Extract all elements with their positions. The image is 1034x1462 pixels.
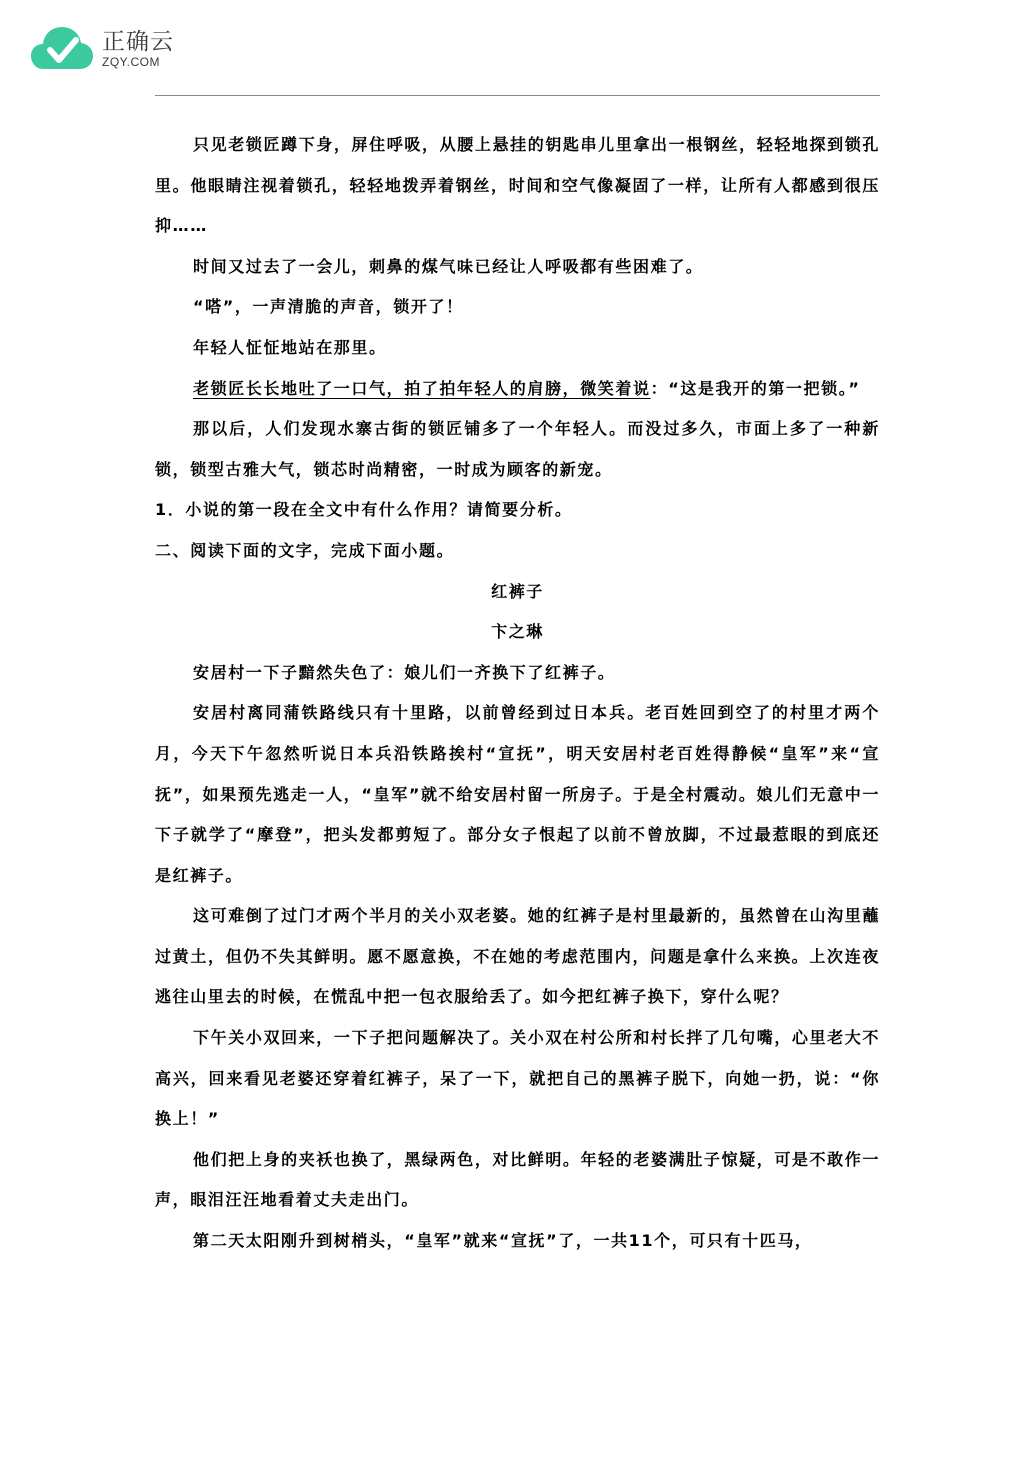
header-divider [155,95,880,96]
paragraph: 他们把上身的夹袄也换了，黑绿两色，对比鲜明。年轻的老婆满肚子惊疑，可是不敢作一声，眼泪汪汪地看着丈夫走出门。 [155,1149,880,1210]
underlined-sentence: 老锁匠长长地吐了一口气，拍了拍年轻人的肩膀，微笑着说 [193,378,651,398]
paragraph: 那以后，人们发现水寨古街的锁匠铺多了一个年轻人。而没过多久，市面上多了一种新锁，锁型古雅大气，锁芯时尚精密，一时成为顾客的新宠。 [155,419,880,479]
site-header [30,22,174,76]
paragraph [155,369,880,410]
quote-text: ：“这是我开的第一把锁。” [650,378,861,398]
document-body [155,125,880,1262]
paragraph: 第二天太阳刚升到树梢头，“皇军”就来“宣抚”了，一共11个，可只有十匹马， [193,1231,813,1251]
paragraph: 年轻人怔怔地站在那里。 [193,337,387,357]
section-heading: 二、阅读下面的文字，完成下面小题。 [155,540,455,560]
paragraph: 这可难倒了过门才两个半月的关小双老婆。她的红裤子是村里最新的，虽然曾在山沟里蘸过黄土，但仍不失其鲜明。愿不愿意换，不在她的考虑范围内，问题是拿什么来换。上次连夜逃往山里去的时候，在慌乱中把一包衣服给丢了。如今把红裤子换下，穿什么呢？ [155,906,880,1007]
paragraph: 只见老锁匠蹲下身，屏住呼吸，从腰上悬挂的钥匙串儿里拿出一根钢丝，轻轻地探到锁孔里。他眼睛注视着锁孔，轻轻地拨弄着钢丝，时间和空气像凝固了一样，让所有人都感到很压抑…… [155,135,880,236]
story-title: 红裤子 [491,581,544,601]
paragraph: 安居村离同蒲铁路线只有十里路，以前曾经到过日本兵。老百姓回到空了的村里才两个月，今天下午忽然听说日本兵沿铁路挨村“宣抚”，明天安居村老百姓得静候“皇军”来“宣抚”，如果预先逃走一人，“皇军”就不给安居村留一所房子。于是全村震动。娘儿们无意中一下子就学了“摩登”，把头发都剪短了。部分女子恨起了以前不曾放脚，不过最惹眼的到底还是红裤子。 [155,703,880,885]
cloud-check-logo-icon [30,23,94,75]
question-1: 1．小说的第一段在全文中有什么作用？请简要分析。 [155,500,573,520]
logo-subtitle: ZQY.COM [102,55,160,69]
logo-text [102,29,174,69]
logo-title: 正确云 [102,29,174,55]
paragraph: “嗒”，一声清脆的声音，锁开了！ [193,297,464,317]
story-author: 卞之琳 [491,622,544,642]
paragraph: 下午关小双回来，一下子把问题解决了。关小双在村公所和村长拌了几句嘴，心里老大不高兴，回来看见老婆还穿着红裤子，呆了一下，就把自己的黑裤子脱下，向她一扔，说：“你换上！” [155,1028,880,1129]
paragraph: 时间又过去了一会儿，刺鼻的煤气味已经让人呼吸都有些困难了。 [193,256,704,276]
paragraph: 安居村一下子黯然失色了：娘儿们一齐换下了红裤子。 [193,662,616,682]
